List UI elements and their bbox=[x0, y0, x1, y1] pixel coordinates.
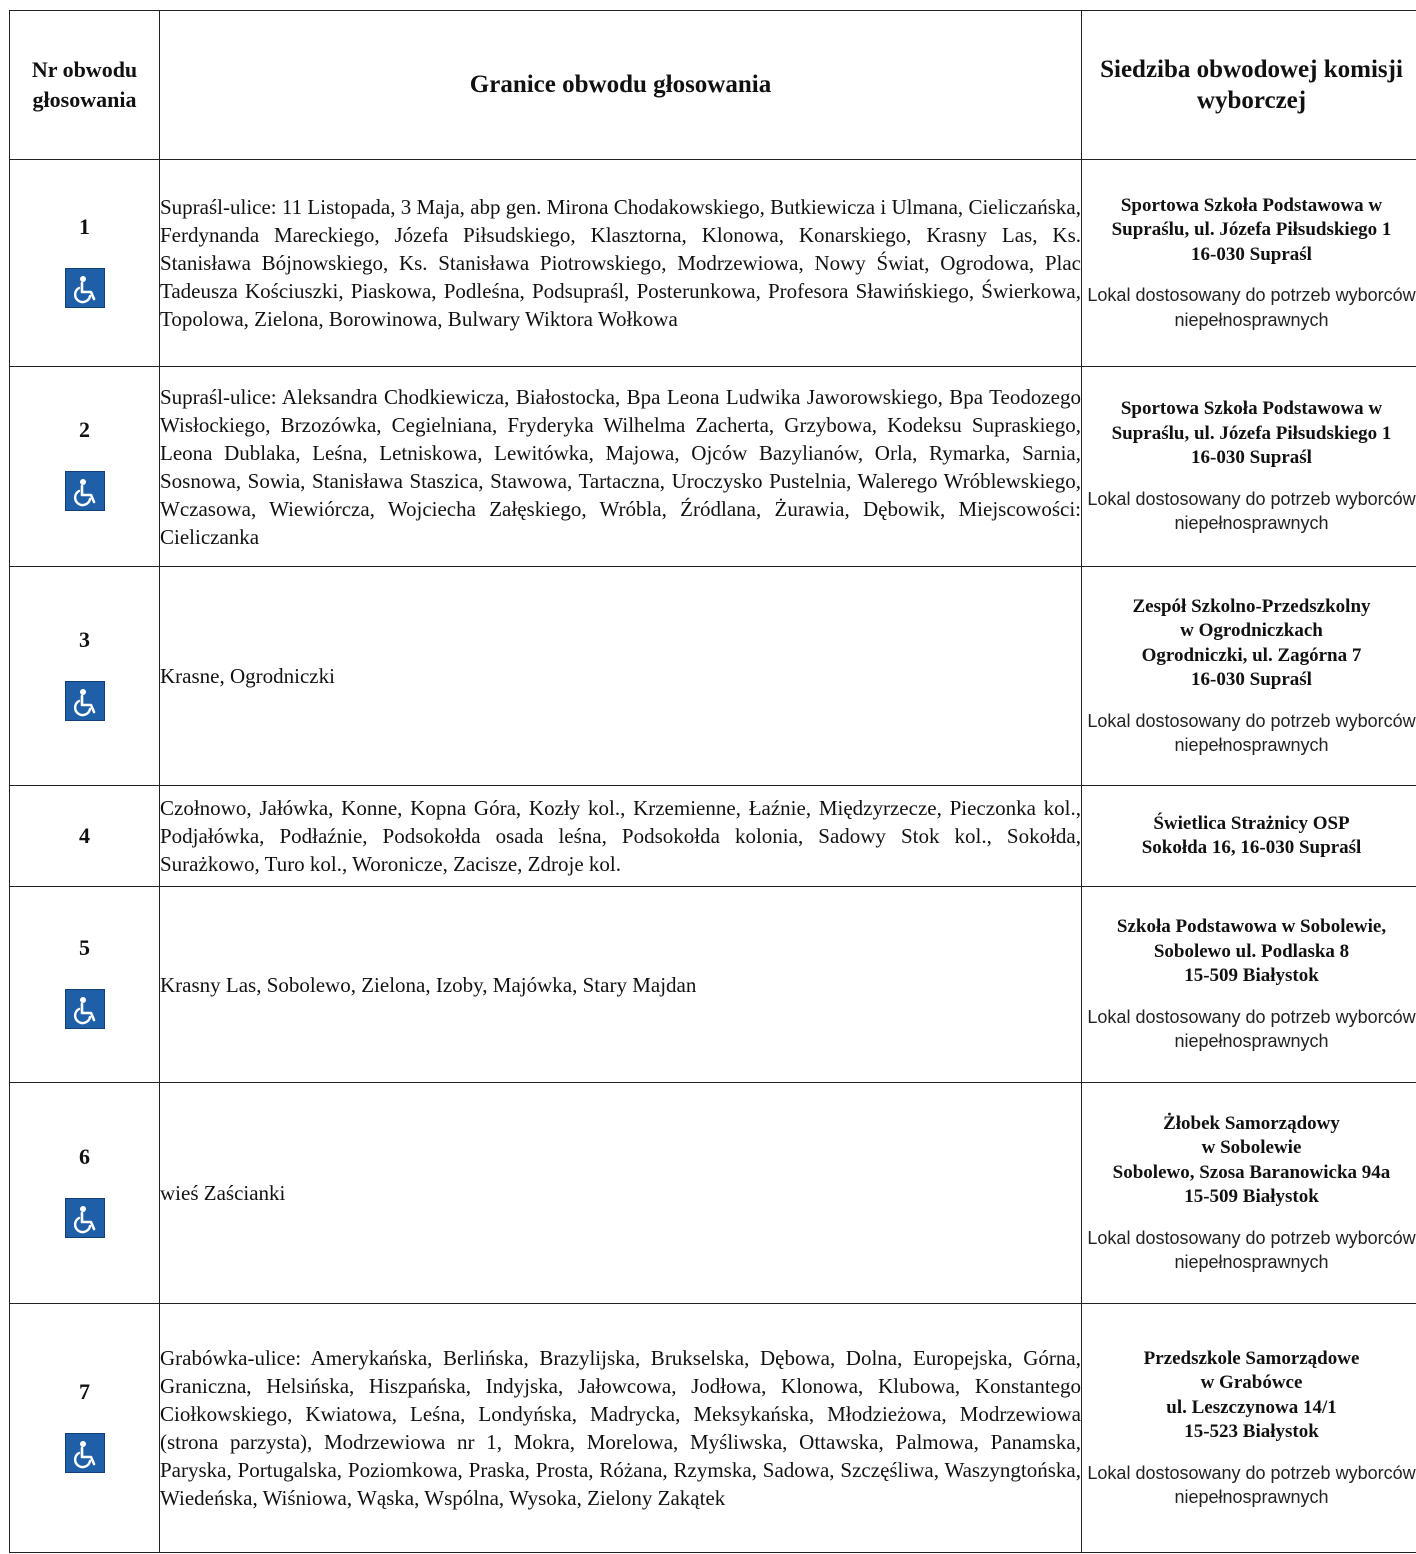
accessibility-note: Lokal dostosowany do potrzeb wyborców niepełnosprawnych bbox=[1087, 1462, 1416, 1507]
seat-address-line: ul. Leszczynowa 14/1 bbox=[1166, 1396, 1337, 1418]
seat-address-line: Zespół Szkolno-Przedszkolny bbox=[1132, 595, 1371, 617]
district-boundaries: Supraśl-ulice: 11 Listopada, 3 Maja, abp gen. Mirona Chodakowskiego, Butkiewicza i Ulmana, Cieliczańska, Ferdynanda Mareckiego, Józefa Piłsudskiego, Klasztorna, Klonowa, Konarskiego, Krasny Las, Ks. Stanisława Bójnowskiego, Ks. Stanisława Piotrowskiego, Modrzewiowa, Nowy Świat, Ogrodowa, Plac Tadeusza Kościuszki, Piaskowa, Podleśna, Podsupraśl, Posterunkowa, Profesora Sławińskiego, Świerkowa, Topolowa, Zielona, Borowinowa, Bulwary Wiktora Wołkowa bbox=[160, 160, 1082, 367]
district-number: 5 bbox=[79, 935, 90, 960]
seat-address-line: Przedszkole Samorządowe bbox=[1143, 1347, 1360, 1369]
commission-seat-cell bbox=[1082, 786, 1416, 887]
commission-seat-address bbox=[1082, 915, 1416, 989]
seat-address-line: w Ogrodniczkach bbox=[1180, 620, 1323, 641]
accessibility-note: Lokal dostosowany do potrzeb wyborców niepełnosprawnych bbox=[1087, 285, 1416, 330]
wheelchair-icon bbox=[65, 1198, 105, 1238]
district-number-cell bbox=[10, 1083, 160, 1304]
seat-address-line: Szkoła Podstawowa w Sobolewie, bbox=[1116, 916, 1387, 938]
district-number-cell bbox=[10, 567, 160, 786]
wheelchair-icon bbox=[65, 989, 105, 1029]
district-boundaries: Supraśl-ulice: Aleksandra Chodkiewicza, Białostocka, Bpa Leona Ludwika Jaworowskiego, Bpa Teodozego Wisłockiego, Brzozówka, Cegielniana, Fryderyka Wilhelma Zacherta, Grzybowa, Kodeksu Supraskiego, Leona Dublaka, Leśna, Letniskowa, Lewitówka, Majowa, Ojców Bazylianów, Orla, Rymarka, Sarnia, Sosnowa, Sowia, Stanisława Staszica, Stawowa, Tartaczna, Uroczysko Pustelnia, Walerego Wróblewskiego, Wczasowa, Wiewiórcza, Wojciecha Załęskiego, Wróbla, Źródlana, Żurawia, Dębowik, Miejscowości: Cieliczanka bbox=[160, 367, 1082, 567]
district-number-cell bbox=[10, 786, 160, 887]
district-number-cell bbox=[10, 887, 160, 1083]
commission-seat-cell bbox=[1082, 160, 1416, 367]
district-number: 4 bbox=[79, 823, 90, 848]
district-number: 7 bbox=[79, 1378, 90, 1404]
seat-address-line: 15-523 Białystok bbox=[1184, 1421, 1319, 1442]
commission-seat-cell bbox=[1082, 1304, 1416, 1553]
seat-address-line: 16-030 Supraśl bbox=[1191, 243, 1312, 265]
seat-address-line: w Sobolewie bbox=[1201, 1137, 1302, 1158]
header-bounds: Granice obwodu głosowania bbox=[160, 11, 1082, 160]
commission-seat-cell bbox=[1082, 887, 1416, 1083]
district-boundaries: Krasny Las, Sobolewo, Zielona, Izoby, Majówka, Stary Majdan bbox=[160, 887, 1082, 1083]
table-body bbox=[10, 160, 1416, 1553]
seat-address-line: 16-030 Supraśl bbox=[1191, 669, 1312, 690]
district-number: 1 bbox=[79, 213, 90, 239]
district-number: 6 bbox=[79, 1143, 90, 1169]
commission-seat-cell bbox=[1082, 567, 1416, 786]
table-row bbox=[10, 887, 1416, 1083]
district-number-cell bbox=[10, 160, 160, 367]
seat-address-line: 15-509 Białystok bbox=[1184, 1186, 1319, 1207]
district-boundaries: Grabówka-ulice: Amerykańska, Berlińska, Brazylijska, Brukselska, Dębowa, Dolna, Europejska, Górna, Graniczna, Helsińska, Hiszpańska, Indyjska, Jałowcowa, Jodłowa, Klonowa, Klubowa, Konstantego Ciołkowskiego, Kwiatowa, Leśna, Londyńska, Madrycka, Meksykańska, Młodzieżowa, Modrzewiowa (strona parzysta), Modrzewiowa nr 1, Mokra, Morelowa, Myśliwska, Ottawska, Palmowa, Panamska, Paryska, Portugalska, Poziomkowa, Praska, Prosta, Różana, Rzymska, Sadowa, Szczęśliwa, Waszyngtońska, Wiedeńska, Wiśniowa, Wąska, Wspólna, Wysoka, Zielony Zakątek bbox=[160, 1304, 1082, 1553]
table-row bbox=[10, 786, 1416, 887]
district-number: 3 bbox=[79, 626, 90, 652]
wheelchair-icon bbox=[65, 681, 105, 721]
seat-address-line: Sobolewo, Szosa Baranowicka 94a bbox=[1112, 1161, 1391, 1183]
seat-address-line: Żłobek Samorządowy bbox=[1163, 1112, 1340, 1134]
seat-address-line: Supraślu, ul. Józefa Piłsudskiego 1 bbox=[1111, 422, 1392, 444]
commission-seat-address bbox=[1082, 397, 1416, 471]
seat-address-line: w Grabówce bbox=[1200, 1372, 1303, 1393]
seat-address-line: Sokołda 16, 16-030 Supraśl bbox=[1141, 837, 1362, 858]
commission-seat-address bbox=[1082, 1112, 1416, 1210]
commission-seat-address bbox=[1082, 595, 1416, 693]
table-row bbox=[10, 367, 1416, 567]
wheelchair-icon bbox=[65, 268, 105, 308]
seat-address-line: Sportowa Szkoła Podstawowa w bbox=[1120, 194, 1383, 216]
accessibility-note: Lokal dostosowany do potrzeb wyborców niepełnosprawnych bbox=[1087, 488, 1416, 534]
header-nr: Nr obwodu głosowania bbox=[10, 11, 160, 160]
commission-seat-address bbox=[1082, 812, 1416, 861]
district-number-cell bbox=[10, 1304, 160, 1553]
header-row bbox=[10, 11, 1416, 160]
wheelchair-icon bbox=[65, 1433, 105, 1473]
wheelchair-icon bbox=[65, 471, 105, 511]
seat-address-line: Sobolewo ul. Podlaska 8 bbox=[1153, 940, 1350, 962]
seat-address-line: Sportowa Szkoła Podstawowa w bbox=[1120, 398, 1383, 420]
accessibility-note: Lokal dostosowany do potrzeb wyborców niepełnosprawnych bbox=[1087, 710, 1416, 755]
header-seat: Siedziba obwodowej komisji wyborczej bbox=[1082, 11, 1416, 160]
seat-address-line: Supraślu, ul. Józefa Piłsudskiego 1 bbox=[1111, 219, 1392, 241]
seat-address-line: Świetlica Strażnicy OSP bbox=[1153, 812, 1350, 834]
district-boundaries: Krasne, Ogrodniczki bbox=[160, 567, 1082, 786]
commission-seat-cell bbox=[1082, 367, 1416, 567]
table-row bbox=[10, 1304, 1416, 1553]
district-boundaries: Czołnowo, Jałówka, Konne, Kopna Góra, Kozły kol., Krzemienne, Łaźnie, Międzyrzecze, Pieczonka kol., Podjałówka, Podłaźnie, Podsokołda osada leśna, Podsokołda kolonia, Sadowy Stok kol., Sokołda, Surażkowo, Turo kol., Woronicze, Zacisze, Zdroje kol. bbox=[160, 786, 1082, 887]
seat-address-line: 16-030 Supraśl bbox=[1191, 447, 1312, 469]
seat-address-line: Ogrodniczki, ul. Zagórna 7 bbox=[1141, 644, 1362, 666]
table-row bbox=[10, 567, 1416, 786]
districts-table bbox=[9, 10, 1416, 1553]
commission-seat-cell bbox=[1082, 1083, 1416, 1304]
table-row bbox=[10, 1083, 1416, 1304]
district-number: 2 bbox=[79, 417, 90, 442]
accessibility-note: Lokal dostosowany do potrzeb wyborców niepełnosprawnych bbox=[1087, 1006, 1416, 1052]
seat-address-line: 15-509 Białystok bbox=[1184, 965, 1319, 987]
commission-seat-address bbox=[1082, 1347, 1416, 1445]
table-row bbox=[10, 160, 1416, 367]
district-number-cell bbox=[10, 367, 160, 567]
district-boundaries: wieś Zaścianki bbox=[160, 1083, 1082, 1304]
accessibility-note: Lokal dostosowany do potrzeb wyborców niepełnosprawnych bbox=[1087, 1227, 1416, 1272]
commission-seat-address bbox=[1082, 194, 1416, 268]
